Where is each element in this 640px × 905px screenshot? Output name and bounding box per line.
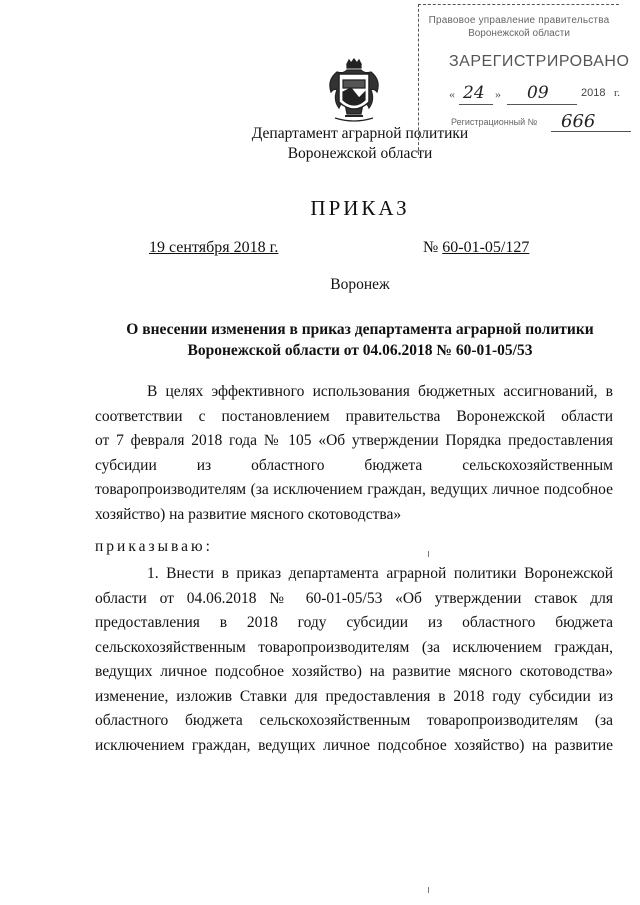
- preamble-line: товаропроизводителям (за исключением граждан, ведущих личное подсобное: [95, 481, 613, 498]
- item-1-line: исключением граждан, ведущих личное подсобное хозяйство) на развитие: [95, 736, 613, 754]
- item-1-line: предоставления в 2018 году субсидии из областного бюджета: [95, 614, 613, 631]
- item-1-line: областного бюджета сельскохозяйственным товаропроизводителям (за: [95, 712, 613, 729]
- stamp-date-month: 09: [527, 83, 549, 103]
- city: Воронеж: [330, 276, 390, 293]
- order-number: [423, 239, 529, 257]
- preamble-line: от 7 февраля 2018 года № 105 «Об утверждении Порядка предоставления: [95, 432, 613, 449]
- item-1-line: сельскохозяйственным товаропроизводителям (за исключением граждан,: [95, 638, 613, 656]
- item-1-line: 1. Внести в приказ департамента аграрной политики Воронежской: [147, 565, 613, 582]
- item-1-paragraph: [95, 562, 613, 758]
- order-heading-line1: О внесении изменения в приказ департамента аграрной политики: [126, 321, 594, 338]
- stamp-authority: Правовое управление правительства: [428, 15, 610, 26]
- order-word: приказываю:: [95, 538, 213, 555]
- stamp-region: Воронежской области: [468, 28, 570, 39]
- preamble-line: В целях эффективного использования бюджетных ассигнований, в: [147, 383, 613, 400]
- scan-speck: [428, 887, 429, 893]
- preamble-line: субсидии из областного бюджета сельскохозяйственным: [95, 456, 613, 474]
- item-1-line: области от 04.06.2018 № 60-01-05/53 «Об утверждении ставок для: [95, 589, 613, 607]
- stamp-date: « 24 » 09 2018 г.: [449, 83, 621, 103]
- item-1-line: изменение, изложив Ставки для предоставления в 2018 году субсидии из: [95, 687, 613, 705]
- preamble-line: хозяйство) на развитие мясного скотоводства»: [95, 505, 402, 523]
- stamp-reg-value: 666: [561, 111, 596, 132]
- stamp-date-year: 2018: [581, 87, 606, 99]
- stamp-registered: ЗАРЕГИСТРИРОВАНО: [449, 53, 630, 70]
- order-date: 19 сентября 2018 г.: [149, 239, 279, 256]
- order-heading-line2: Воронежской области от 04.06.2018 № 60-01-05/53: [187, 342, 533, 359]
- item-1-line: ведущих личное подсобное хозяйство) на развитие мясного скотоводства»: [95, 663, 613, 680]
- scan-speck: [428, 551, 429, 557]
- order-number-value: 60-01-05/127: [442, 239, 530, 256]
- preamble-line: соответствии с постановлением правительства Воронежской области: [95, 407, 613, 425]
- stamp-date-day: 24: [463, 83, 485, 103]
- document-type: ПРИКАЗ: [310, 196, 410, 220]
- order-number-prefix: №: [423, 239, 439, 256]
- stamp-reg-label: Регистрационный №: [451, 117, 538, 127]
- preamble-paragraph: [95, 380, 613, 527]
- department-name-line2: Воронежской области: [287, 145, 433, 162]
- coat-of-arms-icon: [325, 58, 383, 124]
- department-name-line1: Департамент аграрной политики: [251, 125, 469, 142]
